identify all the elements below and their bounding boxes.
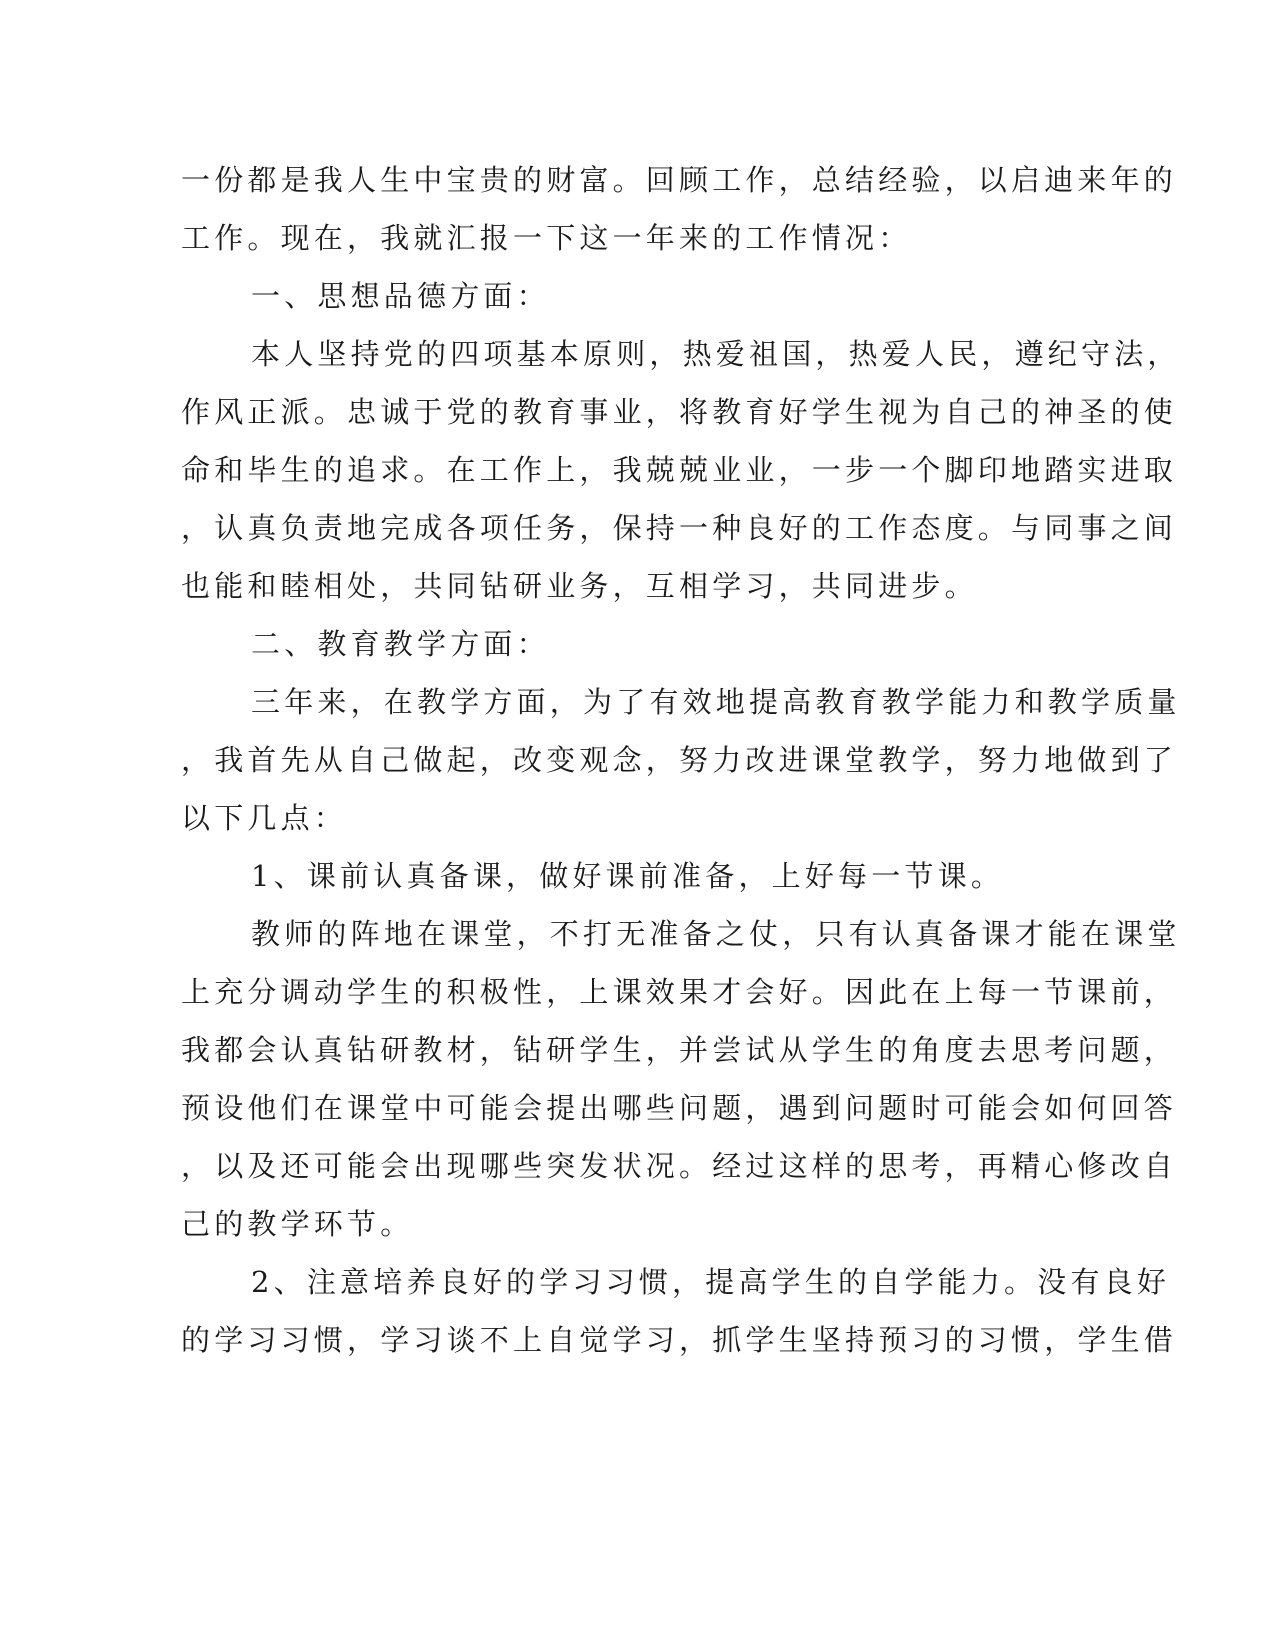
list-item-heading: 1、课前认真备课，做好课前准备，上好每一节课。 [251,859,1005,893]
text-line: 的学习习惯，学习谈不上自觉学习，抓学生坚持预习的习惯，学生借 [181,1323,1178,1357]
text-line: 三年来，在教学方面，为了有效地提高教育教学能力和教学质量 [251,685,1181,719]
section-heading: 二、教育教学方面： [251,627,550,661]
text-line: 己的教学环节。 [181,1207,414,1241]
text-line: 命和毕生的追求。在工作上，我兢兢业业，一步一个脚印地踏实进取 [181,453,1178,487]
text-line: 作风正派。忠诚于党的教育事业，将教育好学生视为自己的神圣的使 [181,395,1178,429]
list-item-heading: 2、注意培养良好的学习习惯，提高学生的自学能力。没有良好 [251,1265,1171,1299]
text-line: 以下几点： [181,801,348,835]
text-line: 教师的阵地在课堂，不打无准备之仗，只有认真备课才能在课堂 [251,917,1181,951]
text-line: 一份都是我人生中宝贵的财富。回顾工作，总结经验，以启迪来年的 [181,163,1178,197]
section-heading: 一、思想品德方面： [251,279,550,313]
text-line: 本人坚持党的四项基本原则，热爱祖国，热爱人民，遵纪守法， [251,337,1181,371]
text-line: 上充分调动学生的积极性，上课效果才会好。因此在上每一节课前， [181,975,1178,1009]
text-line: ，认真负责地完成各项任务，保持一种良好的工作态度。与同事之间 [181,511,1178,545]
text-line: 我都会认真钻研教材，钻研学生，并尝试从学生的角度去思考问题， [181,1033,1178,1067]
text-line: 也能和睦相处，共同钻研业务，互相学习，共同进步。 [181,569,978,603]
text-line: ，我首先从自己做起，改变观念，努力改进课堂教学，努力地做到了 [181,743,1178,777]
text-line: ，以及还可能会出现哪些突发状况。经过这样的思考，再精心修改自 [181,1149,1178,1183]
text-line: 工作。现在，我就汇报一下这一年来的工作情况： [181,221,912,255]
text-line: 预设他们在课堂中可能会提出哪些问题，遇到问题时可能会如何回答 [181,1091,1178,1125]
